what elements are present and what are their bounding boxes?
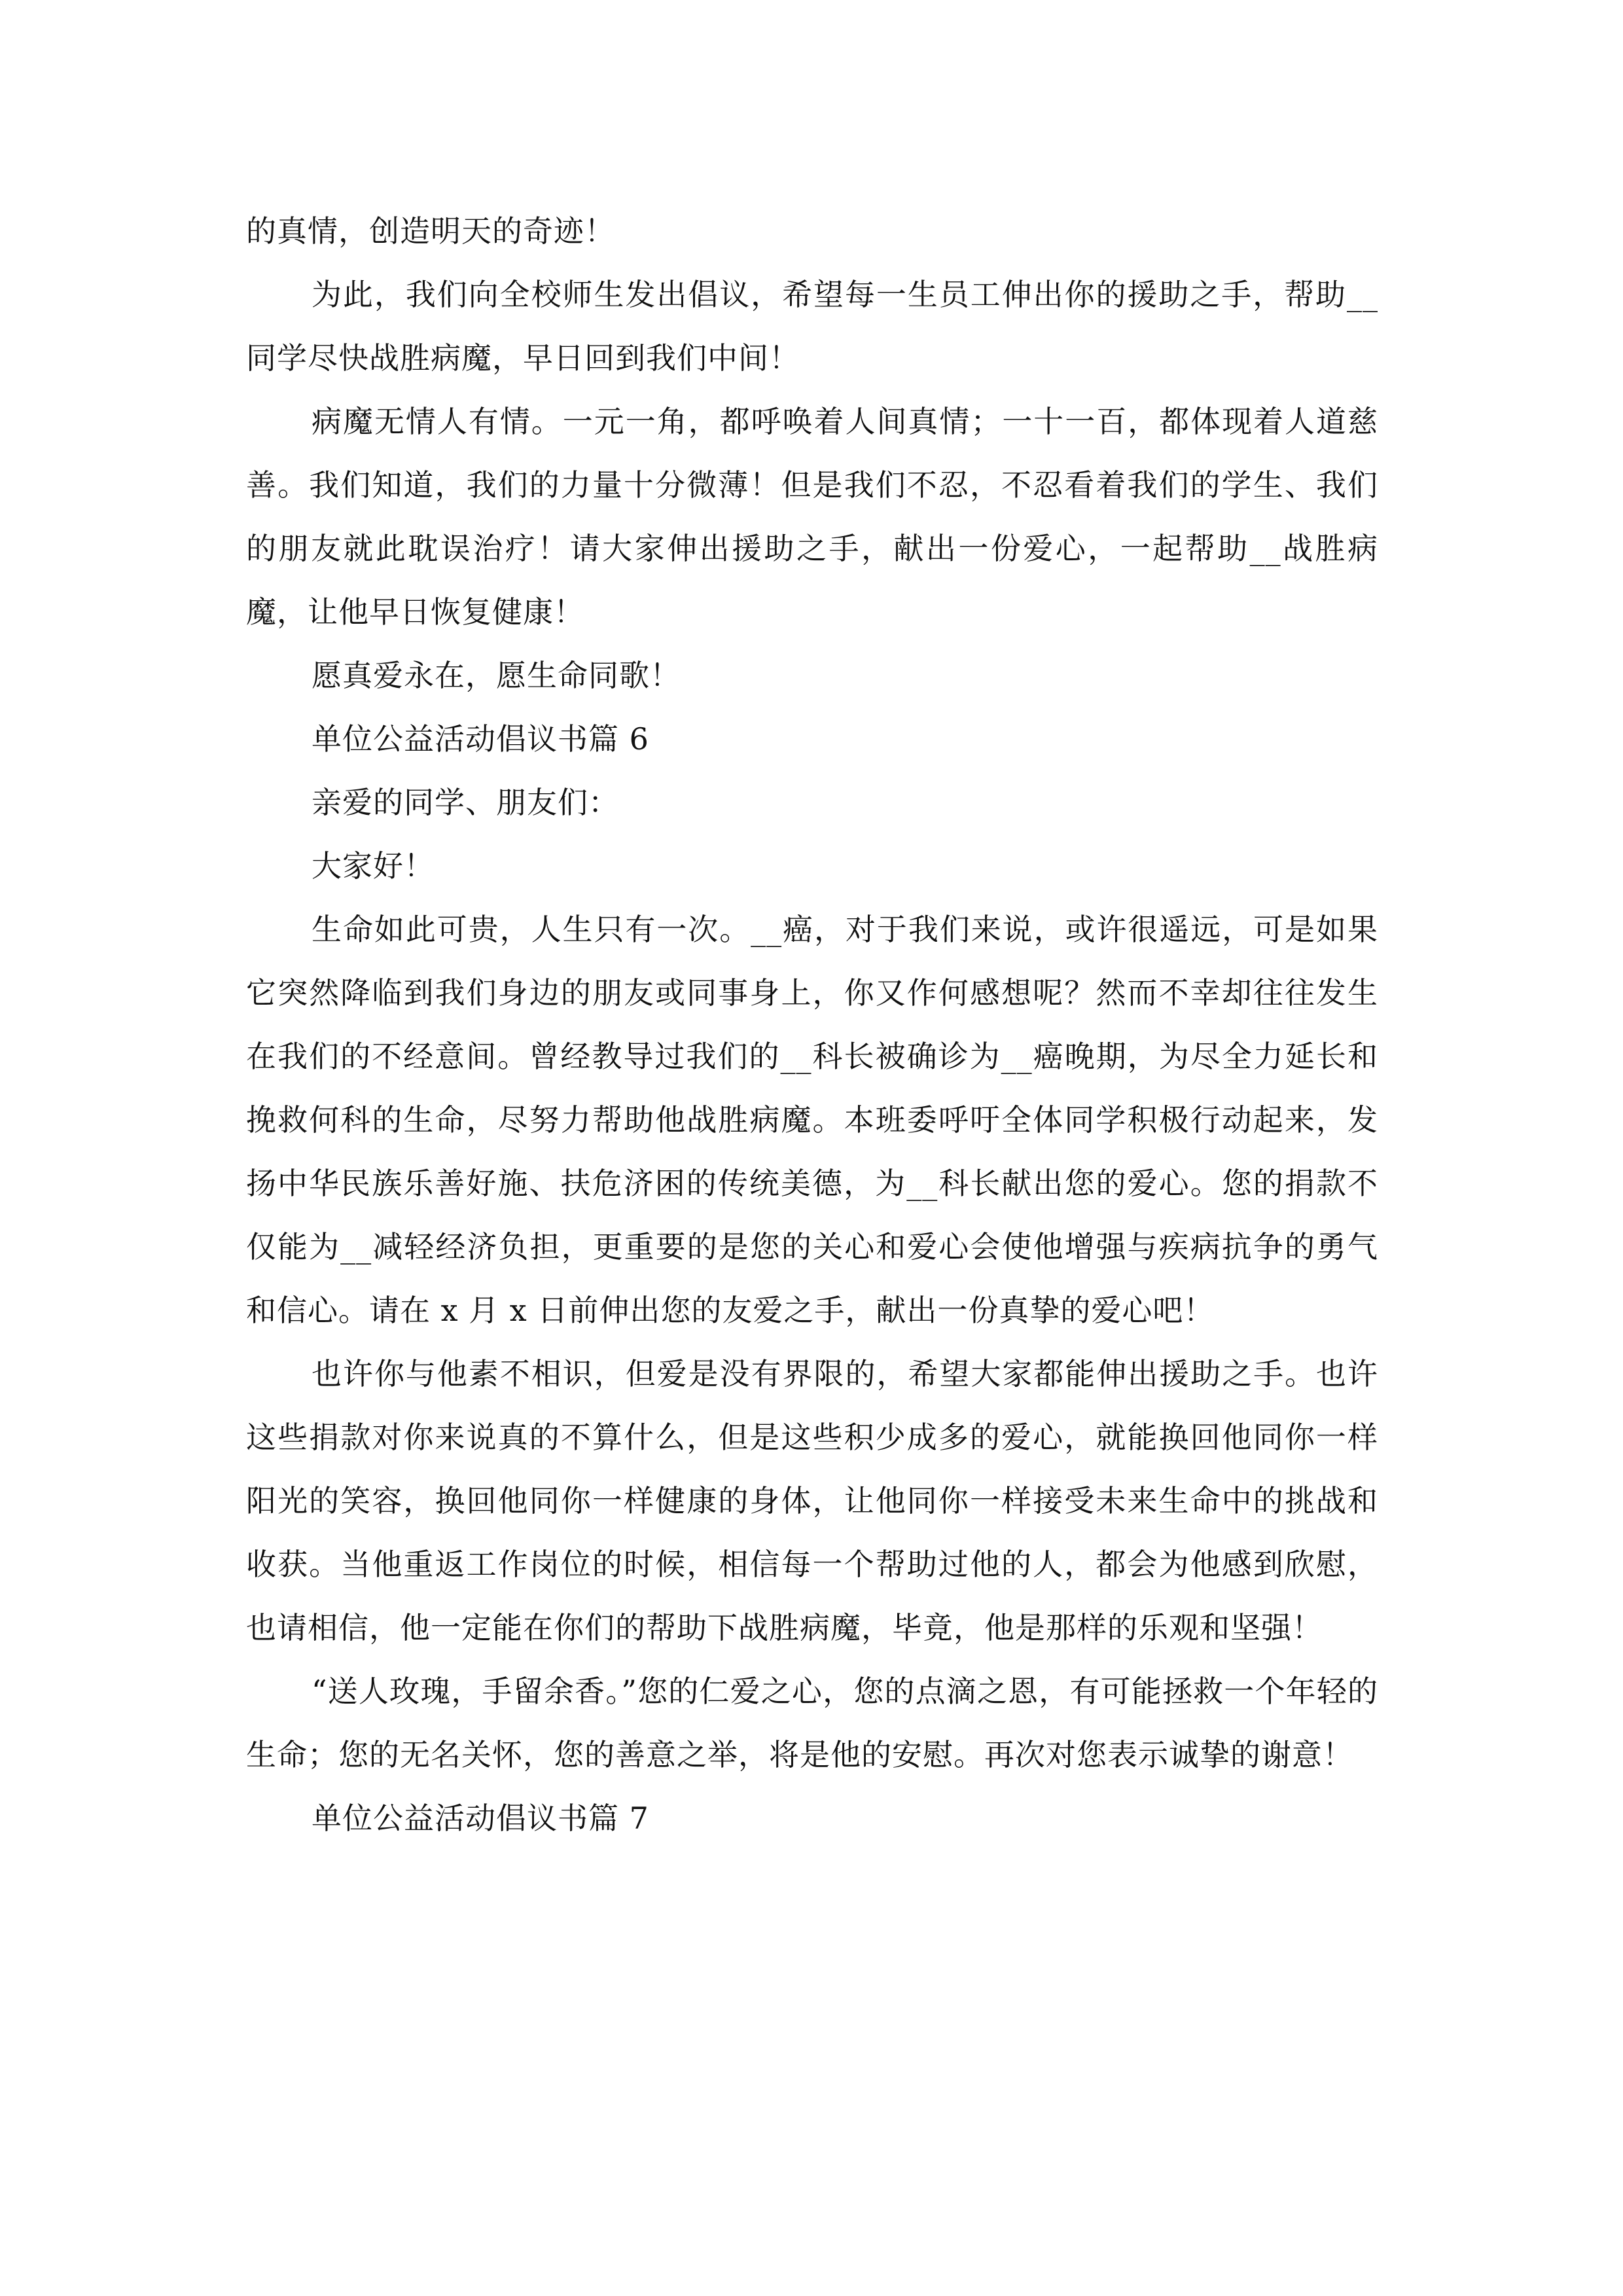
paragraph-roses-quote: “送人玫瑰，手留余香。”您的仁爱之心，您的点滴之恩，有可能拯救一个年轻的生命；您的无名关怀，您的善意之举，将是他的安慰。再次对您表示诚挚的谢意！ [246,1674,1378,1772]
paragraph-appeal: 为此，我们向全校师生发出倡议，希望每一生员工伸出你的援助之手，帮助__同学尽快战胜病魔，早日回到我们中间！ [246,277,1378,376]
section-heading-6: 单位公益活动倡议书篇 6 [312,721,649,757]
section-heading-7: 单位公益活动倡议书篇 7 [312,1801,649,1836]
paragraph-closing-wish: 愿真爱永在，愿生命同歌！ [312,658,681,693]
paragraph-love-no-boundary: 也许你与他素不相识，但爱是没有界限的，希望大家都能伸出援助之手。也许这些捐款对你来说真的不算什么，但是这些积少成多的爱心，就能换回他同你一样阳光的笑容，换回他同你一样健康的身体，让他同你一样接受未来生命中的挑战和收获。当他重返工作岗位的时候，相信每一个帮助过他的人，都会为他感到欣慰，也请相信，他一定能在你们的帮助下战胜病魔，毕竟，他是那样的乐观和坚强！ [246,1356,1378,1645]
paragraph-compassion: 病魔无情人有情。一元一角，都呼唤着人间真情；一十一百，都体现着人道慈善。我们知道，我们的力量十分微薄！但是我们不忍，不忍看着我们的学生、我们的朋友就此耽误治疗！请大家伸出援助之手，献出一份爱心，一起帮助__战胜病魔，让他早日恢复健康！ [246,404,1378,630]
document-body [246,200,1378,1850]
salutation: 亲爱的同学、朋友们： [312,785,619,820]
paragraph-continuation: 的真情，创造明天的奇迹！ [246,213,615,249]
greeting: 大家好！ [312,848,435,884]
paragraph-life-precious: 生命如此可贵，人生只有一次。__癌，对于我们来说，或许很遥远，可是如果它突然降临到我们身边的朋友或同事身上，你又作何感想呢？然而不幸却往往发生在我们的不经意间。曾经教导过我们的__科长被确诊为__癌晚期，为尽全力延长和挽救何科的生命，尽努力帮助他战胜病魔。本班委呼吁全体同学积极行动起来，发扬中华民族乐善好施、扶危济困的传统美德，为__科长献出您的爱心。您的捐款不仅能为__减轻经济负担，更重要的是您的关心和爱心会使他增强与疾病抗争的勇气和信心。请在 x 月 x 日前伸出您的友爱之手，献出一份真挚的爱心吧！ [246,912,1378,1328]
